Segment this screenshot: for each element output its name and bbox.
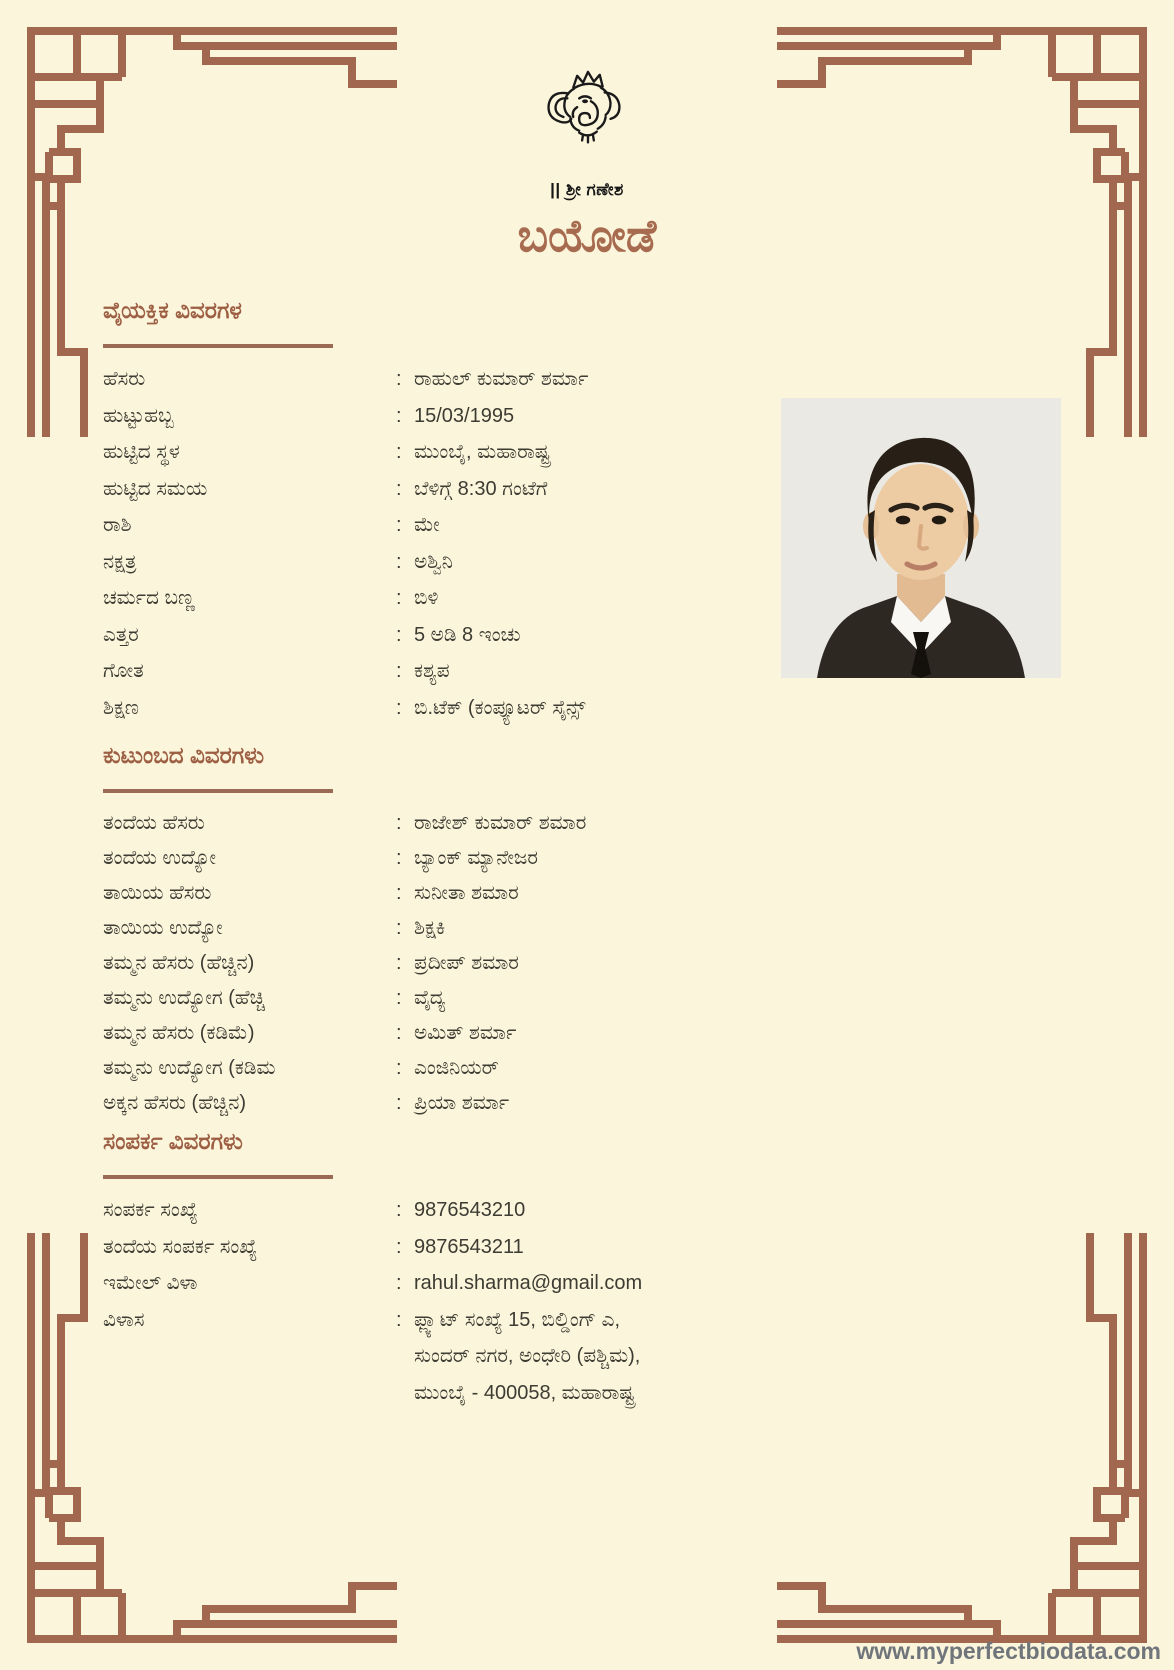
field-label: ಇಮೇಲ್ ವಿಳಾ <box>103 1272 198 1294</box>
colon-separator: : <box>396 660 402 682</box>
colon-separator: : <box>396 1092 402 1114</box>
field-label: ಚರ್ಮದ ಬಣ್ಣ <box>103 587 196 609</box>
colon-separator: : <box>396 987 402 1009</box>
blessing-text: || ಶ್ರೀ ಗಣೇಶ <box>550 180 624 199</box>
section-heading: ವೈಯಕ್ತಿಕ ವಿವರಗಳ <box>103 297 242 323</box>
field-value: ಎಂಜಿನಿಯರ್ <box>414 1057 499 1079</box>
colon-separator: : <box>396 441 402 463</box>
detail-row <box>103 507 768 544</box>
field-value: 15/03/1995 <box>414 404 515 427</box>
section-family-details <box>103 742 768 1121</box>
colon-separator: : <box>396 1057 402 1079</box>
section-personal-details <box>103 297 768 726</box>
detail-row <box>103 1265 768 1302</box>
field-label: ನಕ್ಷತ್ರ <box>103 550 137 573</box>
field-value: ಸುನೀತಾ ಶಮಾರ <box>414 882 519 904</box>
section-underline <box>103 344 333 348</box>
colon-separator: : <box>396 917 402 939</box>
field-value: ರಾಜೇಶ್ ಕುಮಾರ್ ಶಮಾರ <box>414 812 587 834</box>
field-label: ಹುಟ್ಟಿದ ಸಮಯ <box>103 477 208 500</box>
field-label: ತಾಯಿಯ ಹೆಸರು <box>103 882 212 904</box>
colon-separator: : <box>396 1235 402 1258</box>
detail-row <box>103 617 768 654</box>
header <box>0 66 1174 263</box>
detail-row <box>103 361 768 398</box>
field-value: 5 ಅಡಿ 8 ಇಂಚು <box>414 623 521 646</box>
portrait-image <box>781 398 1061 678</box>
colon-separator: : <box>396 587 402 609</box>
corner-ornament-bottom-right <box>774 1230 1174 1670</box>
field-value: ಪ್ರದೀಪ್ ಶಮಾರ <box>414 952 519 974</box>
field-value: ಅಮಿತ್ ಶರ್ಮಾ <box>414 1022 517 1044</box>
field-label: ತಂದೆಯ ಹೆಸರು <box>103 812 205 834</box>
field-label: ಅಕ್ಕನ ಹೆಸರು (ಹೆಚ್ಚಿನ) <box>103 1092 247 1114</box>
detail-row <box>103 434 768 471</box>
field-value: rahul.sharma@gmail.com <box>414 1272 643 1294</box>
field-label: ಹುಟ್ಟುಹಬ್ಬ <box>103 404 174 427</box>
detail-row-address <box>103 1302 768 1412</box>
maze-border-icon <box>774 1230 1174 1670</box>
colon-separator: : <box>396 514 402 536</box>
field-label: ವಿಳಾಸ <box>103 1308 145 1331</box>
field-label: ಹುಟ್ಟಿದ ಸ್ಥಳ <box>103 441 180 463</box>
field-value: ಕಶ್ಯಪ <box>414 660 450 682</box>
field-value: 9876543211 <box>414 1235 524 1258</box>
section-underline <box>103 1175 333 1179</box>
ganesha-icon <box>538 66 636 172</box>
field-value: ಬ್ಯಾಂಕ್ ಮ್ಯಾನೇಜರ <box>414 847 538 869</box>
detail-row <box>103 653 768 690</box>
field-value: ಬಿಳಿ <box>414 587 439 609</box>
colon-separator: : <box>396 696 402 719</box>
colon-separator: : <box>396 550 402 573</box>
colon-separator: : <box>396 1199 402 1221</box>
colon-separator: : <box>396 1022 402 1044</box>
colon-separator: : <box>396 952 402 974</box>
colon-separator: : <box>396 477 402 500</box>
colon-separator: : <box>396 812 402 834</box>
address-line: ಫ್ಲ್ಯಾಟ್ ಸಂಖ್ಯೆ 15, ಬಿಲ್ಡಿಂಗ್ ಎ, <box>414 1308 621 1331</box>
field-label: ಶಿಕ್ಷಣ <box>103 696 139 719</box>
colon-separator: : <box>396 882 402 904</box>
field-label: ತಮ್ಮನ ಹೆಸರು (ಹೆಚ್ಚಿನ) <box>103 952 255 974</box>
field-label: ತಮ್ಮನ ಹೆಸರು (ಕಡಿಮೆ) <box>103 1022 255 1044</box>
field-value: ಮುಂಬೈ, ಮಹಾರಾಷ್ಟ್ರ <box>414 441 551 463</box>
address-line: ಮುಂಬೈ - 400058, ಮಹಾರಾಷ್ಟ್ರ <box>414 1381 635 1404</box>
detail-row <box>103 876 768 911</box>
section-heading: ಸಂಪರ್ಕ ವಿವರಗಳು <box>103 1128 243 1154</box>
field-label: ಹೆಸರು <box>103 368 146 390</box>
field-value: ಬೆಳಿಗ್ಗೆ 8:30 ಗಂಟೆಗೆ <box>414 477 548 500</box>
detail-row <box>103 690 768 727</box>
field-label: ರಾಶಿ <box>103 514 132 536</box>
field-value: ಪ್ರಿಯಾ ಶರ್ಮಾ <box>414 1092 510 1114</box>
detail-row <box>103 398 768 435</box>
page-title: ಬಯೋಡೆ <box>517 210 657 261</box>
field-label: ತಮ್ಮನು ಉದ್ಯೋಗ (ಕಡಿಮ <box>103 1057 276 1079</box>
colon-separator: : <box>396 1272 402 1294</box>
colon-separator: : <box>396 404 402 427</box>
field-value: ವೈದ್ಯ <box>414 987 446 1009</box>
detail-row <box>103 806 768 841</box>
watermark-text: www.myperfectbiodata.com <box>856 1638 1161 1664</box>
field-value: 9876543210 <box>414 1199 526 1221</box>
colon-separator: : <box>396 847 402 869</box>
field-value: ಬಿ.ಟೆಕ್ (ಕಂಪ್ಯೂಟರ್ ಸೈನ್ಸ್ <box>414 696 586 719</box>
field-label: ತಂದೆಯ ಸಂಪರ್ಕ ಸಂಖ್ಯೆ <box>103 1235 258 1258</box>
field-label: ತಮ್ಮನು ಉದ್ಯೋಗ (ಹೆಚ್ಚಿ <box>103 987 266 1009</box>
field-label: ಗೋತ <box>103 660 144 682</box>
detail-row <box>103 1229 768 1266</box>
field-label: ತಂದೆಯ ಉದ್ಯೋ <box>103 847 217 869</box>
detail-row <box>103 1051 768 1086</box>
field-value: ಮೇ <box>414 514 440 536</box>
field-value: ರಾಹುಲ್ ಕುಮಾರ್ ಶರ್ಮಾ <box>414 368 589 390</box>
detail-row <box>103 981 768 1016</box>
section-contact-details <box>103 1128 768 1411</box>
detail-row <box>103 580 768 617</box>
colon-separator: : <box>396 1308 402 1331</box>
profile-photo <box>781 398 1061 678</box>
field-label: ತಾಯಿಯ ಉದ್ಯೋ <box>103 917 223 939</box>
field-label: ಸಂಪರ್ಕ ಸಂಖ್ಯೆ <box>103 1199 198 1221</box>
detail-row <box>103 1016 768 1051</box>
field-value: ಅಶ್ವಿನಿ <box>414 550 453 573</box>
colon-separator: : <box>396 623 402 646</box>
detail-row <box>103 544 768 581</box>
section-heading: ಕುಟುಂಬದ ವಿವರಗಳು <box>103 742 265 768</box>
field-value-address <box>414 1302 768 1412</box>
detail-row <box>103 1192 768 1229</box>
detail-row <box>103 841 768 876</box>
detail-row <box>103 471 768 508</box>
section-underline <box>103 789 333 793</box>
detail-row <box>103 1086 768 1121</box>
field-value: ಶಿಕ್ಷಕಿ <box>414 917 446 939</box>
colon-separator: : <box>396 368 402 390</box>
field-label: ಎತ್ತರ <box>103 623 139 646</box>
detail-row <box>103 911 768 946</box>
detail-row <box>103 946 768 981</box>
address-line: ಸುಂದರ್ ನಗರ, ಅಂಧೇರಿ (ಪಶ್ಚಿಮ), <box>414 1345 641 1367</box>
